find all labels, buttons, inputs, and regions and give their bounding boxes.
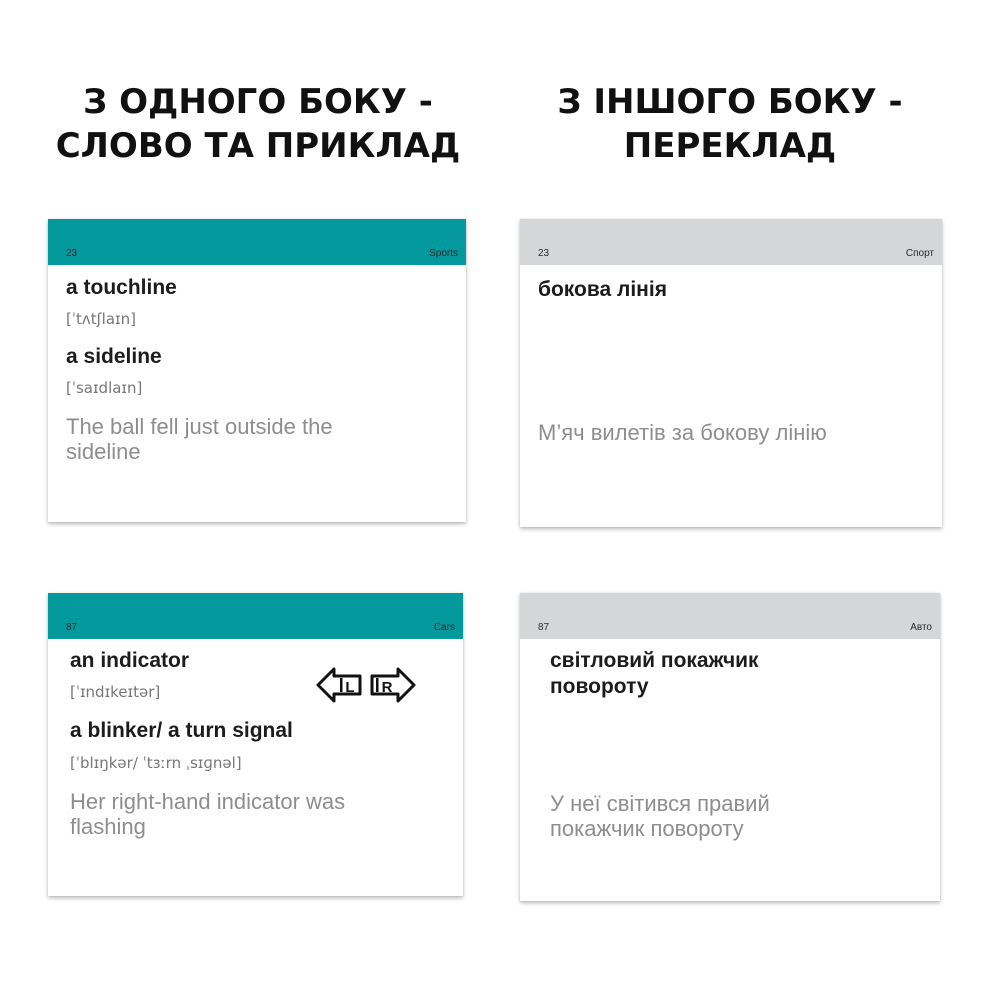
translation-line: світловий покажчик (550, 649, 759, 672)
example-line: М’яч вилетів за бокову лінію (538, 420, 827, 445)
turn-signal-icon (316, 665, 420, 709)
card-example (66, 414, 333, 464)
card-transcription: [ˈtʌtʃlaɪn] (66, 310, 136, 328)
card-number: 87 (538, 622, 550, 633)
card-category: Авто (910, 622, 932, 633)
example-line: У неї світився правий (550, 791, 770, 816)
card-category: Cars (433, 622, 455, 633)
card-number: 23 (66, 248, 78, 259)
card-example (538, 420, 827, 445)
back-side-heading (495, 80, 965, 168)
card-header-band (520, 593, 940, 639)
right-letter: R (381, 679, 393, 696)
heading-line: ПЕРЕКЛАД (623, 126, 837, 166)
card-word: a blinker/ a turn signal (70, 719, 293, 742)
card-header-band (520, 219, 942, 265)
example-line: The ball fell just outside the (66, 414, 333, 439)
heading-line: З ОДНОГО БОКУ - (83, 82, 433, 122)
translation-line: повороту (550, 675, 649, 698)
heading-line: З ІНШОГО БОКУ - (557, 82, 903, 122)
card-word: an indicator (70, 649, 190, 672)
card-category: Спорт (905, 248, 934, 259)
left-letter: L (345, 679, 355, 696)
card-translation: бокова лінія (538, 278, 667, 301)
card-header-band (48, 593, 463, 639)
card-word: a touchline (66, 276, 177, 299)
example-line: Her right-hand indicator was (70, 789, 346, 814)
card-transcription: [ˈsaɪdlaɪn] (66, 379, 143, 397)
card-number: 87 (66, 622, 78, 633)
flashcard-front-sports (48, 219, 466, 522)
front-side-heading (23, 80, 493, 168)
card-number: 23 (538, 248, 550, 259)
card-word: a sideline (66, 345, 162, 368)
example-line: flashing (70, 814, 146, 839)
flashcard-back-cars (520, 593, 940, 901)
card-transcription: [ˈblɪŋkər/ ˈtɜːrn ˌsɪɡnəl] (70, 754, 242, 772)
heading-line: СЛОВО ТА ПРИКЛАД (55, 126, 461, 166)
card-header-band (48, 219, 466, 265)
card-category: Sports (429, 248, 458, 259)
card-translation (550, 648, 759, 700)
flashcard-front-cars (48, 593, 463, 896)
card-example (70, 789, 345, 839)
flashcard-back-sports (520, 219, 942, 527)
card-example (550, 791, 770, 841)
example-line: sideline (66, 439, 141, 464)
card-transcription: [ˈɪndɪkeɪtər] (70, 683, 161, 701)
example-line: покажчик повороту (550, 816, 744, 841)
